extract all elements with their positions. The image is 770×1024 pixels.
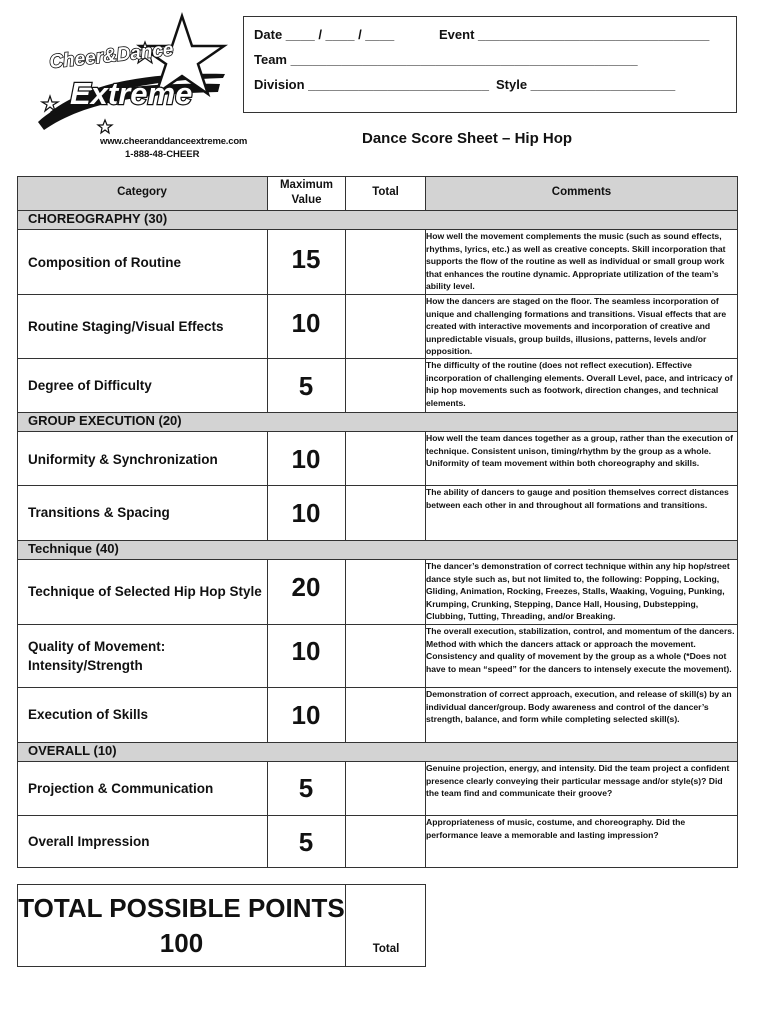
max-value: 20 <box>291 572 321 602</box>
max-value: 10 <box>291 444 321 474</box>
header-max-value: Maximum Value <box>279 179 334 206</box>
max-value: 10 <box>291 700 321 730</box>
section-overall: OVERALL (10) <box>17 742 738 761</box>
max-value: 5 <box>298 773 314 803</box>
total-possible-points <box>18 891 345 961</box>
category-label: Execution of Skills <box>28 707 149 722</box>
header-total: Total <box>372 186 399 198</box>
comment-text: The overall execution, stabilization, control, and momentum of the dancers. Method with which the dancers attack or approach the movement. Consistency and quality of movement by the group as a whole (*Does not have to mean “speed” for the dancers to intensely execute the movement). <box>426 626 735 674</box>
max-value: 5 <box>298 371 314 401</box>
page-title: Dance Score Sheet – Hip Hop <box>362 130 573 147</box>
category-label: Transitions & Spacing <box>28 505 170 520</box>
svg-text:Extreme: Extreme <box>70 76 193 111</box>
logo-url[interactable]: www.cheeranddanceextreme.com <box>100 136 248 147</box>
category-label: Overall Impression <box>28 834 150 849</box>
logo <box>30 12 248 162</box>
svg-text:Cheer&Dance: Cheer&Dance <box>48 39 175 73</box>
star-logo-graphic <box>30 12 230 137</box>
logo-phone: 1-888-48-CHEER <box>125 149 200 160</box>
event-info-box <box>243 16 737 113</box>
comment-text: How well the team dances together as a group, rather than the execution of technique. Consistent unison, timing/rhythm by the group as a whole. Uniformity of team movement within both choreography and skills. <box>426 433 734 469</box>
comment-text: Genuine projection, energy, and intensity. Did the team project a confident presence clearly conveying their particular message and/or style(s)? Did the team find and communicate their groove? <box>426 763 730 799</box>
category-label: Uniformity & Synchronization <box>28 452 218 467</box>
comment-text: How the dancers are staged on the floor. The seamless incorporation of unique and challenging formations and transitions. Visual effects that are created with interactive movements and incorporation of creative and unpredictable visuals, group builds, illusions, patterns, levels and/or opposition. <box>426 296 727 357</box>
comment-text: The ability of dancers to gauge and position themselves correct distances between each other in and throughout all formations and transitions. <box>426 487 729 510</box>
comment-text: How well the movement complements the music (such as sound effects, rhythms, lyrics, etc.) as well as creative concepts. Skill incorporation that supports the flow of the routine as well as individual or small group work that enhances the routine dynamic. Appropriate utilization of the team’s ability level. <box>426 231 726 292</box>
max-value: 10 <box>291 636 321 666</box>
max-value: 5 <box>298 827 314 857</box>
section-choreography: CHOREOGRAPHY (30) <box>17 210 738 229</box>
section-technique: Technique (40) <box>17 540 738 559</box>
category-label: Composition of Routine <box>28 255 181 270</box>
category-label: Degree of Difficulty <box>28 378 152 393</box>
date-field[interactable]: Date ____ / ____ / ____ <box>254 27 395 42</box>
max-value: 15 <box>291 244 321 274</box>
category-label: Technique of Selected Hip Hop Style <box>28 584 262 599</box>
total-possible-points-box <box>17 884 426 967</box>
comment-text: Appropriateness of music, costume, and choreography. Did the performance leave a memorable and lasting impression? <box>426 817 686 840</box>
category-label: Projection & Communication <box>28 781 214 796</box>
total-possible-label: TOTAL POSSIBLE POINTS <box>18 893 345 923</box>
comment-text: Demonstration of correct approach, execution, and release of skill(s) by an individual dancer/group. Body awareness and control of the dancer’s strength, balance, and form while completing selected skill(s). <box>426 689 732 725</box>
max-value: 10 <box>291 498 321 528</box>
category-label: Routine Staging/Visual Effects <box>28 319 224 334</box>
style-field[interactable]: Style ____________________ <box>496 77 676 92</box>
division-field[interactable]: Division _________________________ <box>254 77 489 92</box>
category-label: Quality of Movement: Intensity/Strength <box>28 639 166 673</box>
score-table <box>17 176 738 868</box>
header-comments: Comments <box>551 186 612 198</box>
total-score-label: Total <box>372 943 400 955</box>
max-value: 10 <box>291 308 321 338</box>
comment-text: The difficulty of the routine (does not reflect execution). Effective incorporation of challenging elements. Overall Level, pace, and intricacy of hip hop movements such as footwork, direction changes, and technical elements. <box>426 360 733 408</box>
comment-text: The dancer’s demonstration of correct technique within any hip hop/street dance style such as, but not limited to, the following: Popping, Locking, Gliding, Animation, Rocking, Freezes, Stalls, Waaking, Voguing, Punking, Krumping, Crunking, Stepping, Dance Hall, Housing, Dubstepping, Clubbing, Tutting, Threading, and/or Breaking. <box>426 561 730 622</box>
event-field[interactable]: Event ________________________________ <box>439 27 710 42</box>
team-field[interactable]: Team ________________________________________________ <box>254 52 638 67</box>
section-group-execution: GROUP EXECUTION (20) <box>17 412 738 431</box>
header-category: Category <box>117 186 167 198</box>
total-possible-value: 100 <box>159 928 204 958</box>
